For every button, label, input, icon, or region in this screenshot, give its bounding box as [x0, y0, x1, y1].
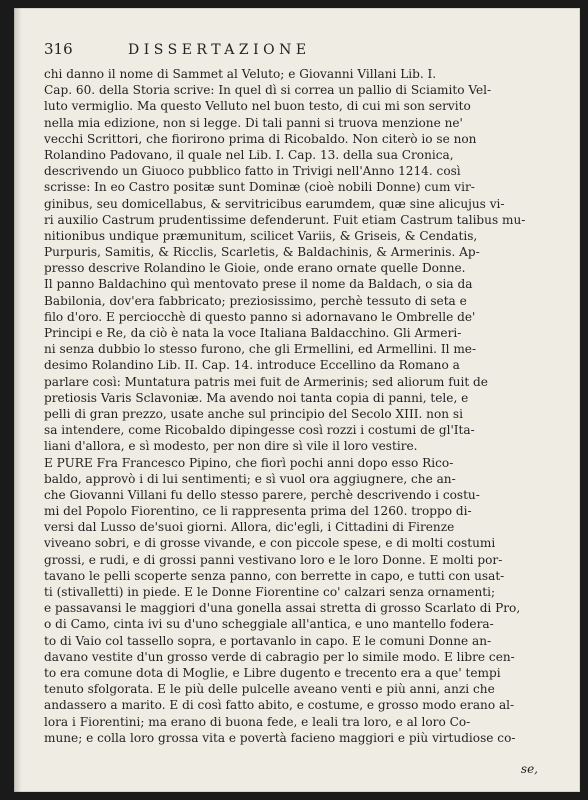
text-line: tavano le pelli scoperte senza panno, con berrette in capo, e tutti con usat- [44, 568, 505, 583]
text-line: baldo, approvò i di lui sentimenti; e sì vuol ora aggiugnere, che an- [44, 471, 456, 486]
text-line: parlare così: Muntatura patris mei fuit de Armerinis; sed aliorum fuit de [44, 374, 488, 389]
text-line: to era comune dota di Moglie, e Libre dugento e trecento era a que' tempi [44, 665, 501, 680]
text-line: E PURE Fra Francesco Pipino, che fiorì pochi anni dopo esso Rico- [44, 455, 454, 470]
text-line: sa intendere, come Ricobaldo dipingesse così rozzi i costumi de gl'Ita- [44, 423, 475, 438]
text-line: filo d'oro. E perciocchè di questo panno si adornavano le Ombrelle de' [44, 309, 476, 324]
gutter-shadow [14, 8, 22, 792]
page-number: 316 [44, 40, 73, 58]
text-line: scrisse: In eo Castro positæ sunt Dominæ (cioè nobili Donne) cum vir- [44, 180, 475, 195]
text-line: vecchi Scrittori, che fiorirono prima di Ricobaldo. Non citerò io se non [44, 131, 477, 146]
text-line: ni senza dubbio lo stesso furono, che gli Ermellini, ed Armellini. Il me- [44, 342, 477, 357]
text-line: e passavansi le maggiori d'una gonella assai stretta di grosso Scarlato di Pro, [44, 601, 521, 616]
text-line: viveano sobri, e di grosse vivande, e con piccole spese, e di molti costumi [44, 536, 496, 551]
text-line: desimo Rolandino Lib. II. Cap. 14. introduce Eccellino da Romano a [44, 358, 460, 373]
text-line: chi danno il nome di Sammet al Veluto; e Giovanni Villani Lib. I. [44, 67, 437, 81]
text-line: luto vermiglio. Ma questo Velluto nel buon testo, di cui mi son servito [44, 99, 471, 114]
text-line: mi del Popolo Fiorentino, ce li rappresenta prima del 1260. troppo di- [44, 504, 472, 519]
text-line: Babilonia, dov'era fabbricato; preziosissimo, perchè tessuto di seta e [44, 293, 467, 308]
text-line: liani d'allora, e sì modesto, per non dire sì vile il loro vestire. [44, 439, 418, 454]
text-line: descrivendo un Giuoco pubblico fatto in Trivigi nell'Anno 1214. così [44, 164, 461, 179]
text-line: Cap. 60. della Storia scrive: In quel dì si correa un pallio di Sciamito Vel- [44, 83, 492, 98]
running-title: DISSERTAZIONE [128, 42, 311, 58]
text-line: pretiosis Varis Sclavoniæ. Ma avendo noi tanta copia di panni, tele, e [44, 390, 469, 405]
text-line: pelli di gran prezzo, usate anche sul principio del Secolo XIII. non si [44, 406, 463, 421]
text-line: ti (stivalletti) in piede. E le Donne Fiorentine co' calzari senza ornamenti; [44, 585, 496, 599]
text-line: che Giovanni Villani fu dello stesso parere, perchè descrivendo i costu- [44, 487, 480, 502]
text-line: mune; e colla loro grossa vita e povertà facieno maggiori e più virtudiose co- [44, 730, 516, 745]
text-line: ginibus, seu domicellabus, & servitricibus earumdem, quæ sine alicujus vi- [44, 196, 505, 211]
text-line: ri auxilio Castrum prudentissime defenderunt. Fuit etiam Castrum talibus mu- [44, 212, 526, 227]
text-line: to di Vaio col tassello sopra, e portavanlo in capo. E le comuni Donne an- [44, 633, 492, 648]
text-line: andassero a marito. E di così fatto abito, e costume, e grosso modo erano al- [44, 698, 515, 713]
catchword: se, [520, 762, 538, 776]
text-line: Principi e Re, da ciò è nata la voce Italiana Baldacchino. Gli Armeri- [44, 326, 462, 340]
page-header [44, 40, 550, 62]
text-body [44, 66, 552, 746]
text-line: o di Camo, cinta ivi su d'uno scheggiale all'antica, e uno mantello fodera- [44, 617, 494, 632]
text-line: tenuto sfolgorata. E le più delle pulcelle aveano venti e più anni, anzi che [44, 682, 495, 697]
text-line: nitionibus undique præmunitum, scilicet Variis, & Griseis, & Cendatis, [44, 228, 478, 243]
text-line: Rolandino Padovano, il quale nel Lib. I. Cap. 13. della sua Cronica, [44, 147, 454, 162]
text-line: presso descrive Rolandino le Gioie, onde erano ornate quelle Donne. [44, 261, 466, 276]
text-line: Il panno Baldachino quì mentovato prese il nome da Baldach, o sia da [44, 277, 473, 292]
text-line: davano vestite d'un grosso verde di cabragio per lo simile modo. E libre cen- [44, 649, 515, 664]
text-line: Purpuris, Samitis, & Ricclis, Scarletis, & Baldachinis, & Armerinis. Ap- [44, 245, 480, 260]
text-line: versi dal Lusso de'suoi giorni. Allora, dic'egli, i Cittadini di Firenze [44, 520, 455, 535]
text-line: nella mia edizione, non si legge. Di tali panni si truova menzione ne' [44, 115, 463, 130]
book-page [14, 8, 580, 792]
text-line: lora i Fiorentini; ma erano di buona fede, e leali tra loro, e al loro Co- [44, 714, 471, 729]
text-line: grossi, e rudi, e di grossi panni vestivano loro e le loro Donne. E molti por- [44, 552, 503, 567]
